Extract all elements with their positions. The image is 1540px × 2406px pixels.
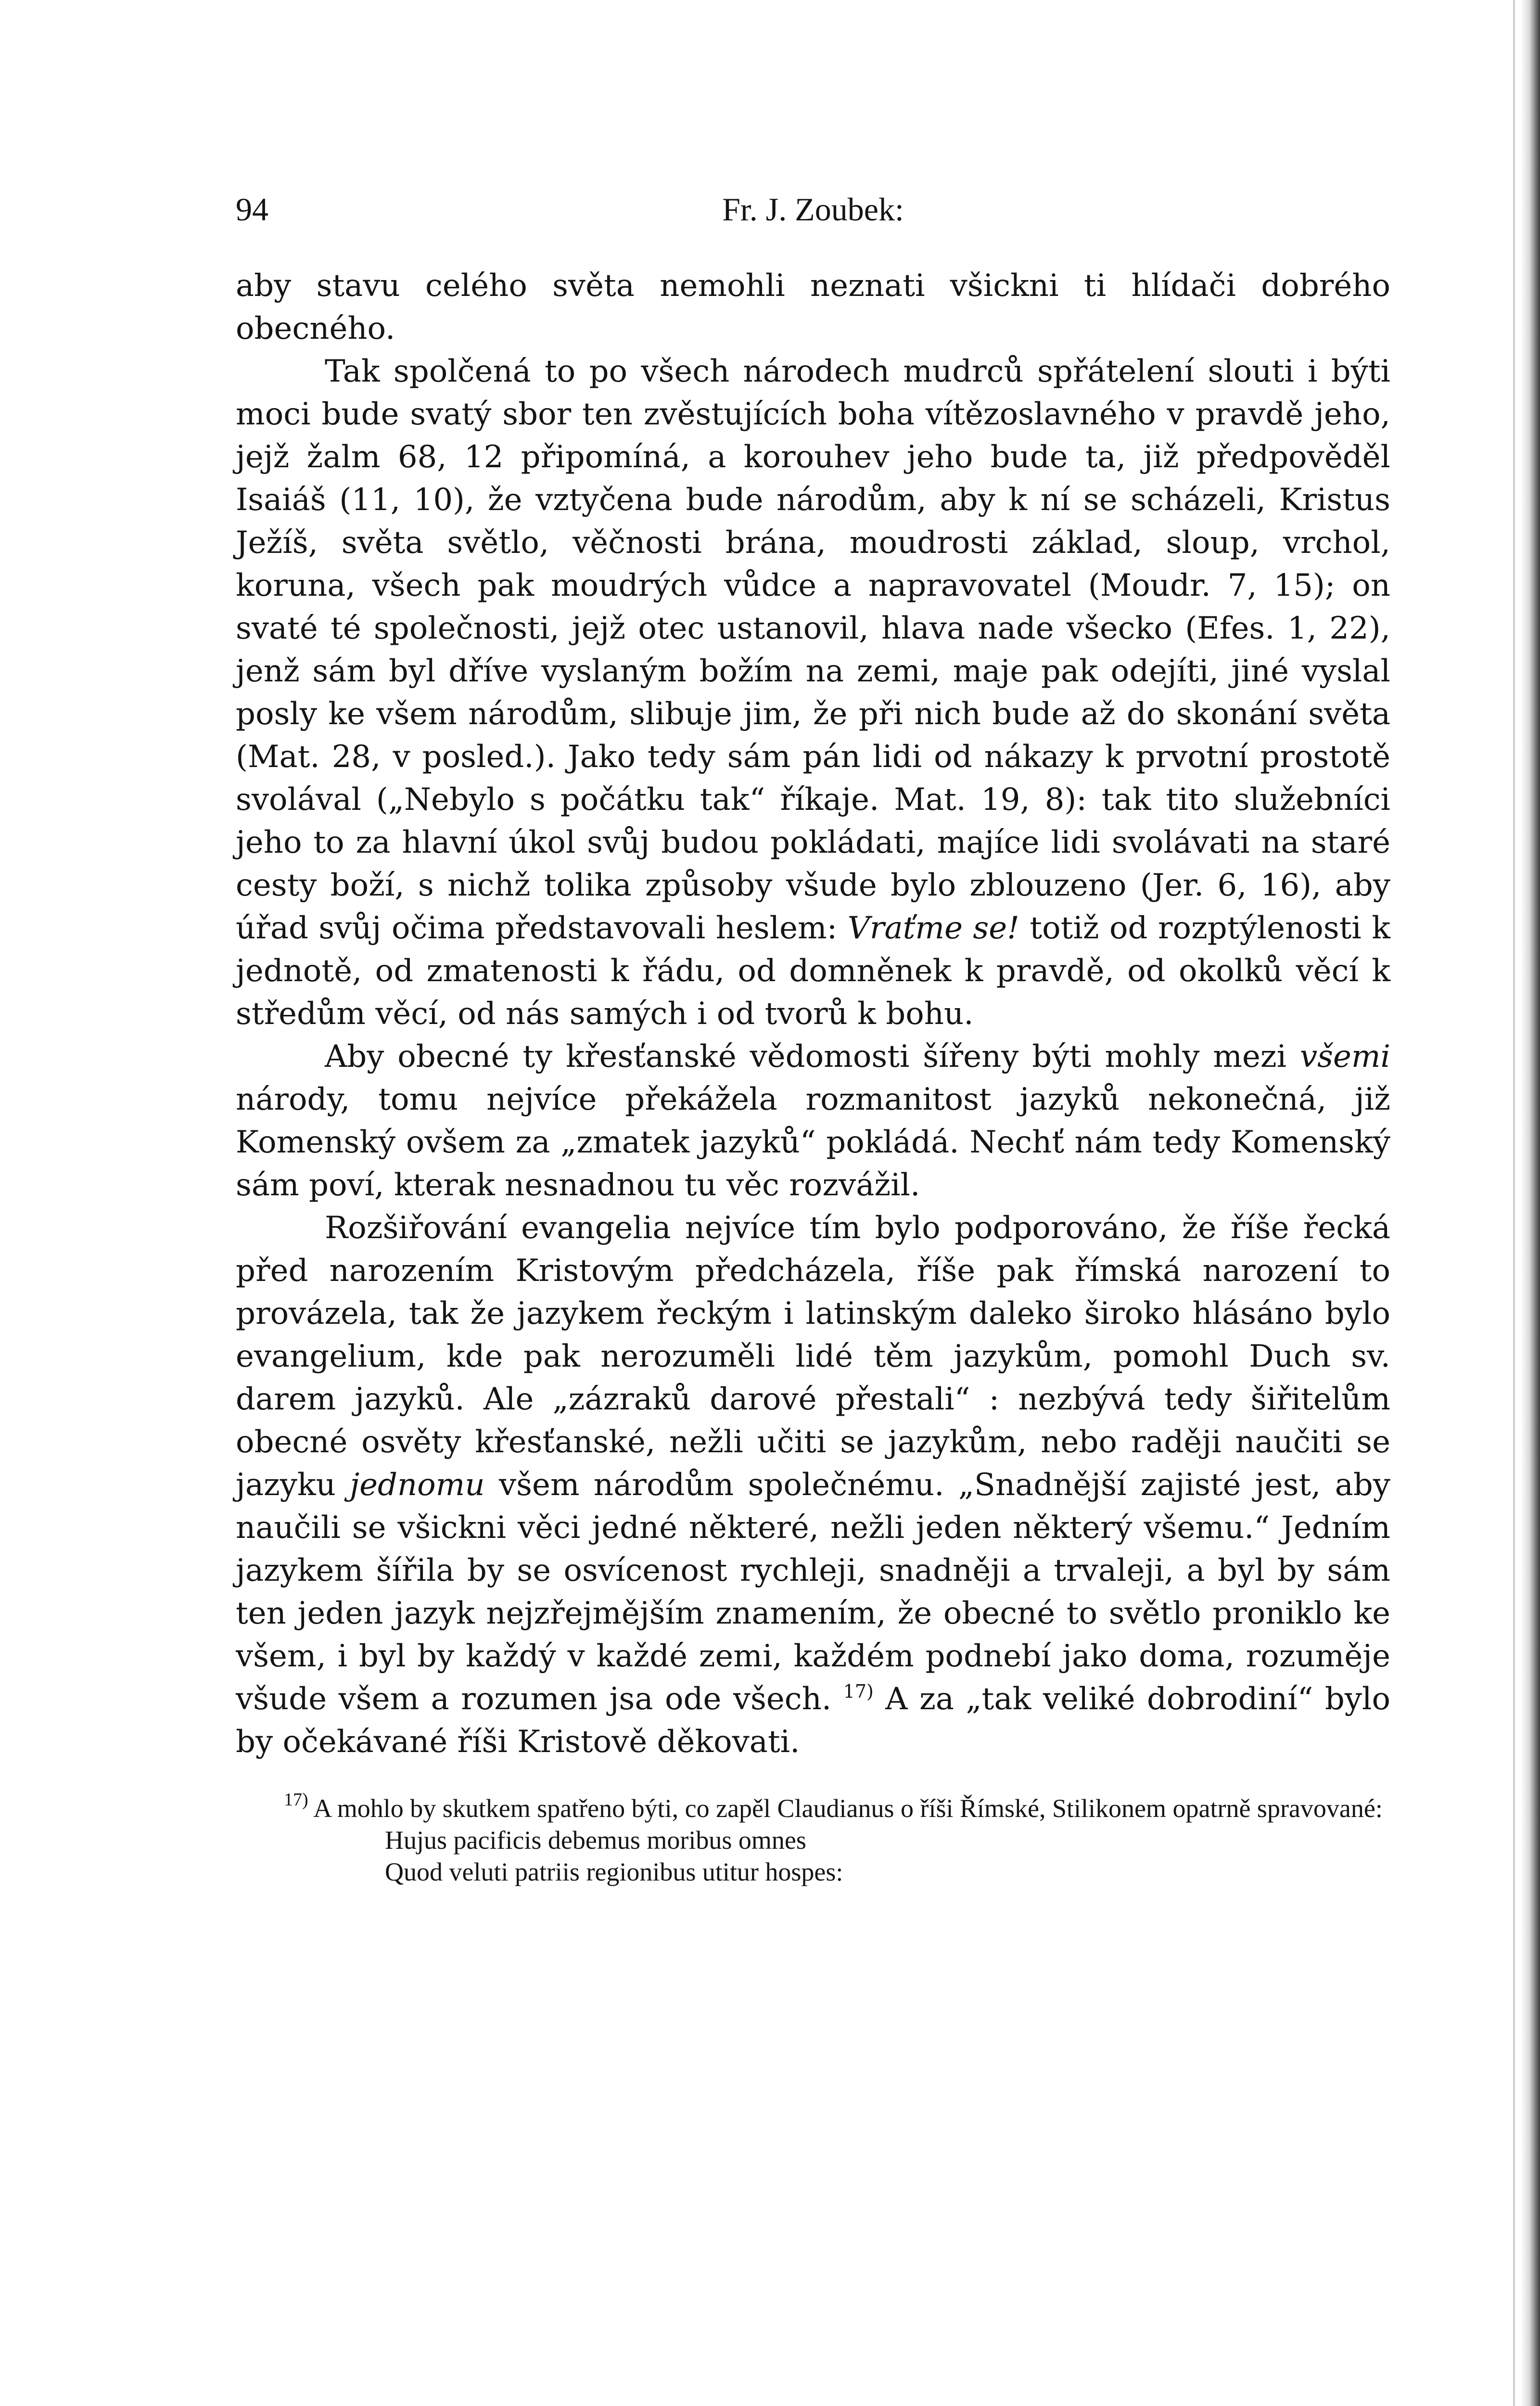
paragraph-4-text-a: Rozšiřování evangelia nejvíce tím bylo podporováno, že říše řecká před narozením Kristovým předcházela, říše pak římská narození to provázela, tak že jazykem řeckým i latinským daleko široko hlásáno bylo evangelium, kde pak nerozuměli lidé těm jazykům, pomohl Duch sv. darem jazyků. Ale „zázraků darové přestali“ : nezbývá tedy šiřitelům obecné osvěty křesťanské, nežli učiti se jazykům, nebo raději naučiti se jazyku	[236, 1210, 1390, 1503]
emphasis-vsemi: všemi	[1299, 1039, 1391, 1075]
footnotes	[236, 1792, 1390, 1888]
scan-edge-shadow	[1521, 0, 1540, 2406]
footnote-reference-number: 17	[843, 1681, 867, 1702]
scan-edge-line	[1513, 0, 1515, 2406]
running-head	[236, 183, 1390, 236]
running-title: Fr. J. Zoubek:	[722, 191, 904, 228]
footnote-marker: 17)	[284, 1790, 308, 1810]
paragraph-3-text-a: Aby obecné ty křesťanské vědomosti šířeny býti mohly mezi	[325, 1039, 1287, 1075]
page-number: 94	[236, 191, 268, 228]
paragraph-4	[236, 1207, 1390, 1764]
footnote-17-text: A mohlo by skutkem spatřeno býti, co zapěl Claudianus o říši Římské, Stilikonem opatrně spravované:	[313, 1794, 1383, 1823]
emphasis-jednomu: jednomu	[350, 1467, 485, 1503]
emphasis-vratme-se: Vraťme se!	[847, 910, 1019, 946]
footnote-verse-line-2: Quod veluti patriis regionibus utitur hospes:	[385, 1857, 843, 1886]
footnote-marker-number: 17	[284, 1790, 302, 1810]
footnote-reference: 17)	[843, 1681, 874, 1702]
paragraph-4-text-b: všem národům společnému. „Snadnější zajisté jest, aby naučili se všickni věci jedné některé, nežli jeden některý všemu.“ Jedním jazykem šířila by se osvícenost rychleji, snadněji a trvaleji, a byl by sám ten jeden jazyk nejzřejmějším znamením, že obecné to světlo proniklo ke všem, i byl by každý v každé zemi, každém podnebí jako doma, rozuměje všude všem a rozumen jsa ode všech.	[236, 1467, 1391, 1717]
paragraph-2-text-a: Tak spolčená to po všech národech mudrců spřátelení slouti i býti moci bude svatý sbor ten zvěstujících boha vítězoslavného v pravdě jeho, jejž žalm 68, 12 připomíná, a korouhev jeho bude ta, již předpověděl Isaiáš (11, 10), že vztyčena bude národům, aby k ní se scházeli, Kristus Ježíš, světa světlo, věčnosti brána, moudrosti základ, sloup, vrchol, koruna, všech pak moudrých vůdce a napravovatel (Moudr. 7, 15); on svaté té společnosti, jejž otec ustanovil, hlava nade všecko (Efes. 1, 22), jenž sám byl dříve vyslaným božím na zemi, maje pak odejíti, jiné vyslal posly ke všem národům, slibuje jim, že při nich bude až do skonání světa (Mat. 28, v posled.). Jako tedy sám pán lidi od nákazy k prvotní prostotě svolával („Nebylo s počátku tak“ říkaje. Mat. 19, 8): tak tito služebníci jeho to za hlavní úkol svůj budou pokládati, majíce lidi svolávati na staré cesty boží, s nichž tolika způsoby všude bylo zblouzeno (Jer. 6, 16), aby úřad svůj očima představovali heslem:	[236, 354, 1390, 946]
paragraph-2-text-b: totiž od rozptýlenosti k jednotě, od zmatenosti k řádu, od domněnek k pravdě, od okolků věcí k středům věcí, od nás samých i od tvorů k bohu.	[236, 910, 1391, 1032]
paragraph-1-text: aby stavu celého světa nemohli neznati všickni ti hlídači dobrého obecného.	[236, 268, 1390, 346]
body-text	[236, 265, 1390, 1764]
paragraph-3-text-b: národy, tomu nejvíce překážela rozmanitost jazyků nekonečná, již Komenský ovšem za „zmatek jazyků“ pokládá. Nechť nám tedy Komenský sám poví, kterak nesnadnou tu věc rozvážil.	[236, 1082, 1390, 1203]
paragraph-3	[236, 1036, 1390, 1207]
footnote-17	[236, 1792, 1390, 1824]
paragraph-1	[236, 265, 1390, 350]
paragraph-2	[236, 350, 1390, 1036]
paragraph-4-text-c: A za „tak veliké dobrodiní“ bylo by očekávané říši Kristově děkovati.	[236, 1681, 1391, 1760]
footnote-verse-line-1: Hujus pacificis debemus moribus omnes	[385, 1826, 806, 1855]
book-page	[236, 183, 1390, 1888]
